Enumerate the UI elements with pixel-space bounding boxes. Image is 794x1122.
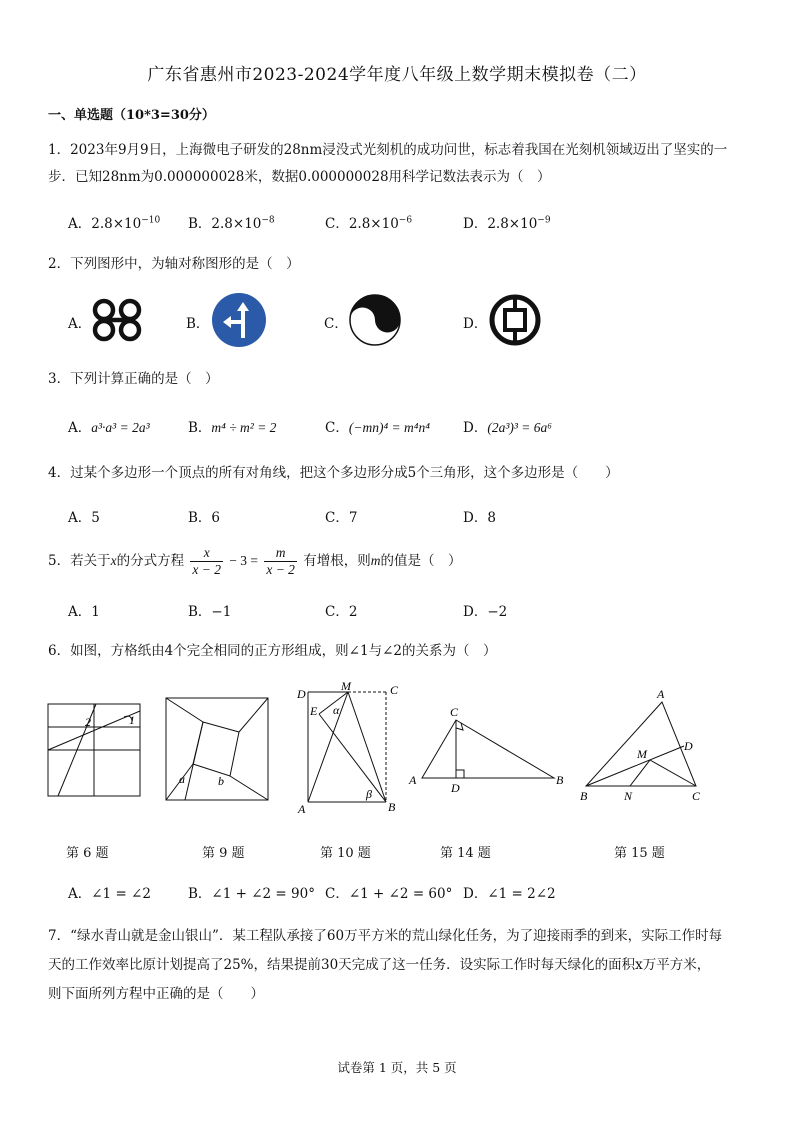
fig9-label-b: b xyxy=(218,774,224,788)
question-4-stem: 4．过某个多边形一个顶点的所有对角线，把这个多边形分成5个三角形，这个多边形是（ ） xyxy=(48,465,619,481)
q2-option-d-label: D． xyxy=(463,316,488,332)
fig10-label-B: B xyxy=(388,800,396,814)
fraction-m-over-x-minus-2: $\frac{m}{x - 2}$ xyxy=(266,545,295,577)
fig15-label-B: B xyxy=(580,789,588,803)
q2-option-c-label: C． xyxy=(324,316,348,332)
question-2-options xyxy=(68,292,768,352)
fig10-label-A: A xyxy=(298,802,306,816)
fig9-label-a: a xyxy=(179,772,185,786)
fig14-label-A: A xyxy=(409,773,417,787)
question-3-options xyxy=(68,416,768,438)
fraction-x-over-x-minus-2: $\frac{x}{x - 2}$ xyxy=(192,545,221,577)
caption-fig-10: 第 10 题 xyxy=(320,846,371,861)
fig10-label-C: C xyxy=(390,683,399,697)
figure-15-triangle xyxy=(586,702,696,786)
fig10-label-E: E xyxy=(310,704,318,718)
question-1-options xyxy=(68,212,768,234)
q4-option-c[interactable]: C．7 xyxy=(325,510,358,526)
fig15-label-C: C xyxy=(692,789,701,803)
caption-fig-6: 第 6 题 xyxy=(66,846,109,861)
question-1-stem: 1．2023年9月9日，上海微电子研发的28nm浸没式光刻机的成功问世，标志着我国在光刻机领域迈出了坚实的一 步．已知28nm为0.000000028米，数据0.000000028用科学记数法表示为（ ） xyxy=(48,142,728,185)
fig14-label-D: D xyxy=(451,781,460,795)
traffic-sign-icon[interactable] xyxy=(211,292,267,348)
q3-option-c[interactable]: C．(−mn)⁴ = m⁴n⁴ xyxy=(325,420,430,436)
caption-fig-14: 第 14 题 xyxy=(440,846,491,861)
caption-fig-15: 第 15 题 xyxy=(614,846,665,861)
question-2-stem: 2．下列图形中，为轴对称图形的是（ ） xyxy=(48,256,300,272)
q6-option-a[interactable]: A．∠1 = ∠2 xyxy=(68,886,151,902)
fig14-label-C: C xyxy=(450,705,459,719)
figure-6-grid xyxy=(48,704,140,796)
question-5-stem: 5．若关于x的分式方程 $\frac{x}{x - 2}$ − 3 = $\frac{m}{x - 2}$ 有增根，则m的值是（ ） xyxy=(48,545,462,577)
question-6-stem: 6．如图，方格纸由4个完全相同的正方形组成，则∠1与∠2的关系为（ ） xyxy=(48,643,497,659)
fig10-label-beta: β xyxy=(366,787,372,801)
fig10-label-D: D xyxy=(297,687,306,701)
q1-option-d[interactable]: D．$2.8\times 10^{-9}$ xyxy=(463,215,551,232)
q2-option-a-label: A． xyxy=(68,316,92,332)
figure-14-right-triangle xyxy=(422,720,554,778)
question-6-options xyxy=(68,882,768,904)
yin-yang-icon[interactable] xyxy=(348,293,402,347)
q2-option-b-label: B． xyxy=(186,316,210,332)
q1-option-b[interactable]: B．$2.8\times 10^{-8}$ xyxy=(188,215,275,232)
question-3-stem: 3．下列计算正确的是（ ） xyxy=(48,371,219,387)
q1-option-a[interactable]: A．$2.8\times 10^{-10}$ xyxy=(68,215,161,232)
question-4-options xyxy=(68,506,768,528)
figures-row xyxy=(40,680,760,820)
clover-knot-icon[interactable] xyxy=(90,296,148,344)
page-footer: 试卷第 1 页，共 5 页 xyxy=(337,1060,457,1075)
page-title: 广东省惠州市2023-2024学年度八年级上数学期末模拟卷（二） xyxy=(147,65,647,85)
q1-option-c[interactable]: C．$2.8\times 10^{-6}$ xyxy=(325,215,413,232)
fig15-label-N: N xyxy=(624,789,633,803)
question-7-stem: 7．“绿水青山就是金山银山”．某工程队承接了60万平方米的荒山绿化任务，为了迎接雨季的到来，实际工作时每 天的工作效率比原计划提高了25%，结果提前30天完成了这一任务．设实际工作时每天绿化的面积x万平方米， 则下面所列方程中正确的是（ ） xyxy=(48,928,723,1002)
q4-option-a[interactable]: A．5 xyxy=(68,510,100,526)
q4-option-d[interactable]: D．8 xyxy=(463,510,496,526)
q3-option-b[interactable]: B．m⁴ ÷ m² = 2 xyxy=(188,420,277,436)
fig10-label-M: M xyxy=(341,680,351,693)
q3-option-a[interactable]: A．a³·a³ = 2a³ xyxy=(68,420,150,436)
q5-option-b[interactable]: B．−1 xyxy=(188,604,232,620)
fig6-label-1: 1 xyxy=(129,713,135,727)
figure-10-rectangle xyxy=(308,692,386,802)
q4-option-b[interactable]: B．6 xyxy=(188,510,221,526)
q6-option-c[interactable]: C．∠1 + ∠2 = 60° xyxy=(325,886,453,902)
q3-option-d[interactable]: D．(2a³)³ = 6a⁶ xyxy=(463,420,552,436)
coin-emblem-icon[interactable] xyxy=(488,293,542,347)
fig6-label-2: 2 xyxy=(85,715,91,729)
fig15-label-A: A xyxy=(657,687,665,701)
q5-option-a[interactable]: A．1 xyxy=(68,604,100,620)
q6-option-d[interactable]: D．∠1 = 2∠2 xyxy=(463,886,556,902)
question-5-options xyxy=(68,600,768,622)
q5-option-d[interactable]: D．−2 xyxy=(463,604,508,620)
fig14-label-B: B xyxy=(556,773,564,787)
fig10-label-alpha: α xyxy=(333,703,340,717)
q5-option-c[interactable]: C．2 xyxy=(325,604,358,620)
caption-fig-9: 第 9 题 xyxy=(202,846,245,861)
q6-option-b[interactable]: B．∠1 + ∠2 = 90° xyxy=(188,886,315,902)
section-heading: 一、单选题（10*3=30分） xyxy=(48,108,215,123)
fig15-label-M: M xyxy=(637,747,647,761)
fig15-label-D: D xyxy=(684,739,693,753)
